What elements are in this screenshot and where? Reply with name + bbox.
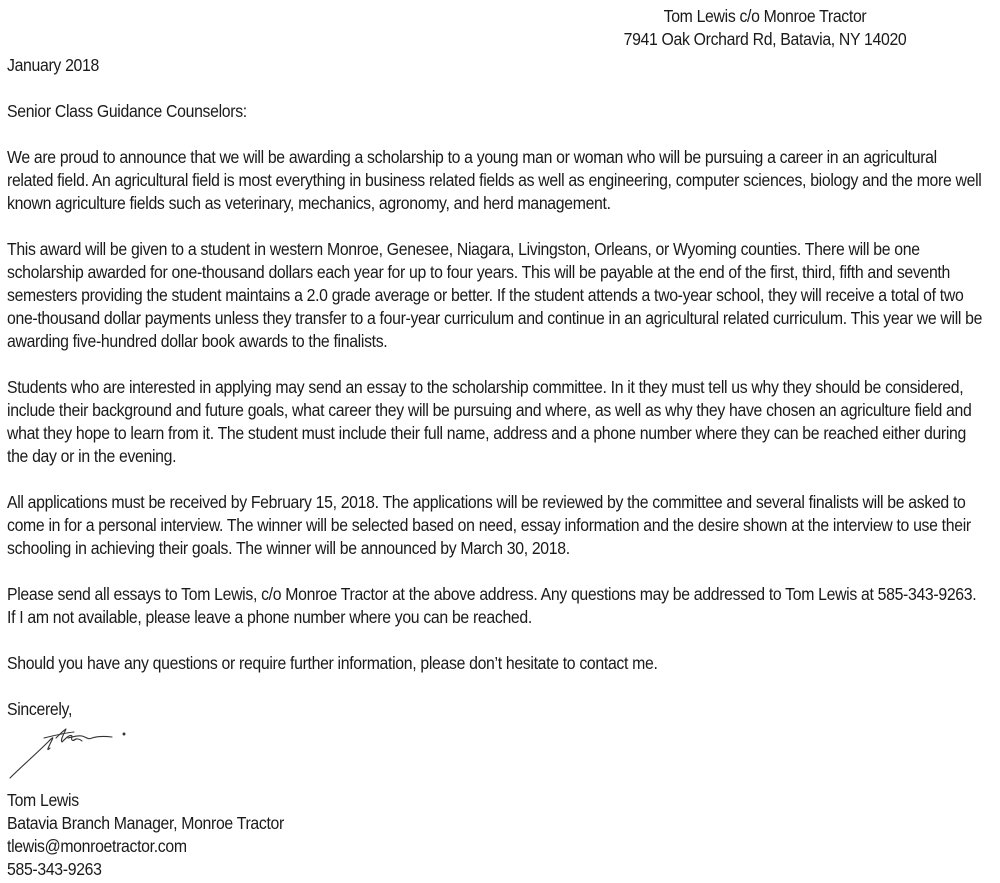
letter-date: January 2018 [7,55,99,75]
paragraph-intro: We are proud to announce that we will be awarding a scholarship to a young man or woman who will be pursuing a career in an agricultural related field. An agricultural field is most everything in business related fields as well as engineering, computer sciences, biology and the more well known agriculture fields such as veterinary, mechanics, agronomy, and herd management. [7,147,982,213]
signer-email: tlewis@monroetractor.com [7,836,187,856]
paragraph-contact: Please send all essays to Tom Lewis, c/o Monroe Tractor at the above address. Any questions may be addressed to Tom Lewis at 585-343-9263. If I am not available, please leave a phone number where you can be reached. [7,584,977,627]
paragraph-deadline: All applications must be received by February 15, 2018. The applications will be reviewed by the committee and several finalists will be asked to come in for a personal interview. The winner will be selected based on need, essay information and the desire shown at the interview to use their schooling in achieving their goals. The winner will be announced by March 30, 2018. [7,492,971,558]
handwritten-signature [8,726,138,781]
signer-name: Tom Lewis [7,790,79,810]
paragraph-award-details: This award will be given to a student in western Monroe, Genesee, Niagara, Livingston, Orleans, or Wyoming counties. There will be one scholarship awarded for one-thousand dollars each year for up to four years. This will be payable at the end of the first, third, fifth and seventh semesters providing the student maintains a 2.0 grade average or better. If the student attends a two-year school, they will receive a total of two one-thousand dollar payments unless they transfer to a four-year curriculum and continue in an agricultural related curriculum. This year we will be awarding five-hundred dollar book awards to the finalists. [7,239,983,351]
sender-name-line: Tom Lewis c/o Monroe Tractor [663,6,867,26]
salutation: Senior Class Guidance Counselors: [7,101,247,121]
paragraph-application: Students who are interested in applying may send an essay to the scholarship committee. In it they must tell us why they should be considered, include their background and future goals, what career they will be pursuing and where, as well as why they have chosen an agriculture field and what they hope to learn from it. The student must include their full name, address and a phone number where they can be reached either during the day or in the evening. [7,377,972,466]
sender-address [590,5,940,51]
closing: Sincerely, [7,699,73,719]
signer-phone: 585-343-9263 [7,859,102,879]
signature-block [7,789,375,881]
paragraph-questions: Should you have any questions or require further information, please don’t hesitate to contact me. [7,653,658,673]
sender-street-line: 7941 Oak Orchard Rd, Batavia, NY 14020 [623,29,907,49]
signer-title: Batavia Branch Manager, Monroe Tractor [7,813,284,833]
